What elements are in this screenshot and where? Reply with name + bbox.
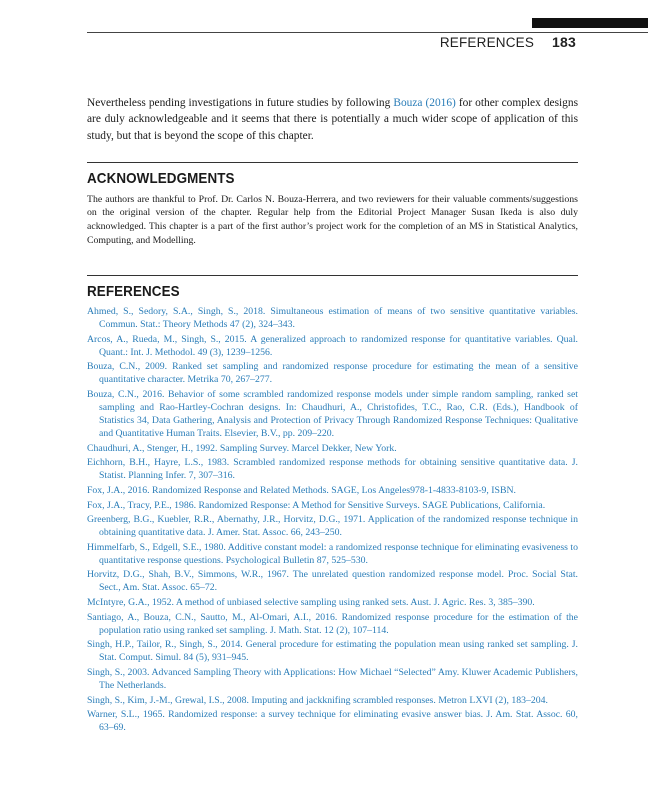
acknowledgments-heading: ACKNOWLEDGMENTS bbox=[87, 170, 235, 187]
page-number: 183 bbox=[552, 34, 576, 50]
reference-item[interactable]: Eichhorn, B.H., Hayre, L.S., 1983. Scrambled randomized response methods for obtaining sensitive quantitative data. J. Statist. Planning Infer. 7, 307–316. bbox=[87, 457, 578, 482]
section-divider-acknowledgments bbox=[87, 162, 578, 163]
reference-item[interactable]: Ahmed, S., Sedory, S.A., Singh, S., 2018. Simultaneous estimation of means of two sensitive quantitative variables. Commun. Stat.: Theory Methods 47 (2), 324–343. bbox=[87, 306, 578, 331]
reference-item[interactable]: Santiago, A., Bouza, C.N., Sautto, M., Al-Omari, A.I., 2016. Randomized response procedure for the estimation of the population ratio using ranked set sampling. J. Math. Stat. 12 (2), 107–114. bbox=[87, 611, 578, 636]
reference-item[interactable]: Himmelfarb, S., Edgell, S.E., 1980. Additive constant model: a randomized response technique for eliminating evasiveness to quantitative response questions. Psychological Bulletin 87, 525–530. bbox=[87, 541, 578, 566]
reference-item[interactable]: Arcos, A., Rueda, M., Singh, S., 2015. A generalized approach to randomized response for quantitative variables. Qual. Quant.: Int. J. Methodol. 49 (3), 1239–1256. bbox=[87, 333, 578, 358]
intro-text-after: for other complex designs are duly acknowledgeable and it seems that there is potentially a much wider scope of application of this study, but that is beyond the scope of this chapter. bbox=[87, 97, 578, 142]
running-header bbox=[440, 34, 576, 50]
reference-item[interactable]: Chaudhuri, A., Stenger, H., 1992. Sampling Survey. Marcel Dekker, New York. bbox=[87, 442, 397, 454]
reference-item[interactable]: Singh, S., 2003. Advanced Sampling Theory with Applications: How Michael “Selected” Amy. Kluwer Academic Publishers, The Netherlands. bbox=[87, 666, 578, 691]
references-heading: REFERENCES bbox=[87, 284, 180, 301]
reference-item[interactable]: Singh, H.P., Tailor, R., Singh, S., 2014. General procedure for estimating the population mean using ranked set sampling. J. Stat. Comput. Simul. 84 (5), 931–945. bbox=[87, 639, 578, 664]
reference-item[interactable]: Horvitz, D.G., Shah, B.V., Simmons, W.R., 1967. The unrelated question randomized response model. Proc. Social Stat. Sect., Am. Stat. Assoc. 65–72. bbox=[87, 569, 578, 594]
section-divider-references bbox=[87, 275, 578, 276]
header-rule bbox=[87, 32, 648, 33]
running-header-section: REFERENCES bbox=[439, 35, 535, 50]
intro-paragraph bbox=[87, 95, 578, 144]
reference-item[interactable]: Bouza, C.N., 2016. Behavior of some scrambled randomized response models under simple random sampling, ranked set sampling and Rao-Hartley-Cochran designs. In: Chaudhuri, A., Christofides, T.C., Rao, C.R. (Eds.), Handbook of Statistics 34, Data Gathering, Analysis and Protection of Privacy Through Randomized Response Techniques: Qualitative and Quantitative Human Traits. Elsevier, B.V., pp. 209–220. bbox=[87, 389, 578, 439]
reference-item[interactable]: Warner, S.L., 1965. Randomized response: a survey technique for eliminating evasive answer bias. J. Am. Stat. Assoc. 60, 63–69. bbox=[87, 709, 578, 734]
reference-item[interactable]: Fox, J.A., 2016. Randomized Response and Related Methods. SAGE, Los Angeles978-1-4833-8103-9, ISBN. bbox=[87, 484, 516, 496]
acknowledgments-paragraph: The authors are thankful to Prof. Dr. Carlos N. Bouza-Herrera, and two reviewers for their valuable comments/suggestions on the original version of the chapter. Regular help from the Editorial Project Manager Susan Ikeda is also duly acknowledged. This chapter is a part of the first author’s project work for the completion of an MS in Statistical Analytics, Computing, and Modelling. bbox=[87, 193, 578, 246]
reference-item[interactable]: Greenberg, B.G., Kuebler, R.R., Abernathy, J.R., Horvitz, D.G., 1971. Application of the randomized response technique in obtaining quantitative data. J. Amer. Stat. Assoc. 66, 243–250. bbox=[87, 514, 578, 539]
intro-text-before: Nevertheless pending investigations in future studies by following bbox=[87, 97, 394, 109]
reference-item[interactable]: Singh, S., Kim, J.-M., Grewal, I.S., 2008. Imputing and jackknifing scrambled responses. Metron LXVI (2), 183–204. bbox=[87, 694, 548, 706]
references-list bbox=[87, 306, 578, 735]
reference-item[interactable]: Fox, J.A., Tracy, P.E., 1986. Randomized Response: A Method for Sensitive Surveys. SAGE Publications, California. bbox=[87, 499, 546, 511]
header-accent-bar bbox=[532, 18, 648, 28]
page-content bbox=[87, 95, 578, 737]
citation-link-bouza-2016[interactable]: Bouza (2016) bbox=[393, 97, 456, 109]
reference-item[interactable]: McIntyre, G.A., 1952. A method of unbiased selective sampling using ranked sets. Aust. J. Agric. Res. 3, 385–390. bbox=[87, 597, 535, 609]
reference-item[interactable]: Bouza, C.N., 2009. Ranked set sampling and randomized response procedure for estimating the mean of a sensitive quantitative character. Metrika 70, 267–277. bbox=[87, 361, 578, 386]
